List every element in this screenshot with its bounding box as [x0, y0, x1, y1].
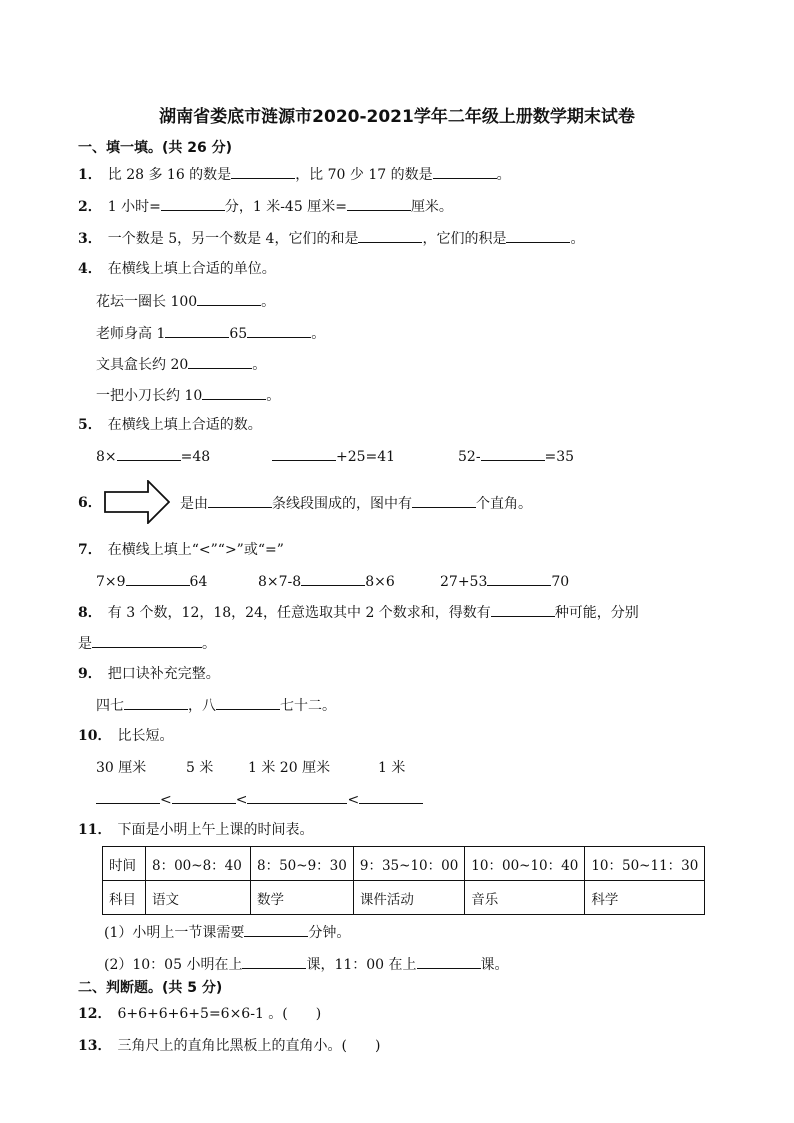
table-row — [103, 847, 705, 881]
question-10: 10． 比长短。 — [78, 728, 174, 744]
question-8-cont: 是 。 — [78, 633, 216, 654]
length-item: 30 厘米 — [96, 760, 147, 776]
answer-blank[interactable] — [412, 493, 476, 508]
answer-blank[interactable] — [347, 196, 411, 211]
table-cell: 数学 — [251, 881, 354, 915]
question-11-part-1: (1）小明上一节课需要 分钟。 — [104, 922, 350, 943]
comparison-line — [96, 789, 423, 810]
answer-blank[interactable] — [506, 228, 570, 243]
section-1-heading: 一、填一填。(共 26 分) — [78, 140, 233, 156]
question-number: 1． — [78, 167, 102, 183]
question-number: 9． — [78, 666, 102, 682]
question-number: 4． — [78, 261, 102, 277]
question-4-line-3: 文具盒长约 20 。 — [96, 354, 266, 375]
question-4-line-4: 一把小刀长约 10 。 — [96, 385, 280, 406]
answer-blank[interactable] — [247, 323, 311, 338]
table-cell: 语文 — [146, 881, 251, 915]
question-9-line: 四七 ，八 七十二。 — [96, 695, 336, 716]
answer-blank[interactable] — [433, 164, 497, 179]
answer-blank[interactable] — [92, 633, 202, 648]
less-than-sign: < — [347, 792, 360, 808]
table-cell: 8：00~8：40 — [146, 847, 251, 881]
question-number: 10． — [78, 728, 112, 744]
answer-blank[interactable] — [358, 228, 422, 243]
question-number: 8． — [78, 605, 102, 621]
question-2: 2． 1 小时= 分，1 米-45 厘米= 厘米。 — [78, 196, 453, 217]
question-number: 6． — [78, 495, 102, 511]
table-cell: 9：35~10：00 — [353, 847, 464, 881]
question-7-expr-1: 7×9 64 — [96, 571, 207, 592]
answer-blank[interactable] — [126, 571, 190, 586]
table-cell: 时间 — [103, 847, 146, 881]
question-3: 3． 一个数是 5，另一个数是 4，它们的和是 ，它们的积是 。 — [78, 228, 584, 249]
table-cell: 10：50~11：30 — [585, 847, 705, 881]
question-5: 5． 在横线上填上合适的数。 — [78, 417, 262, 433]
question-1: 1． 比 28 多 16 的数是 ，比 70 少 17 的数是 。 — [78, 164, 511, 185]
table-cell: 科目 — [103, 881, 146, 915]
table-cell: 科学 — [585, 881, 705, 915]
question-9: 9． 把口诀补充完整。 — [78, 666, 220, 682]
question-5-expr-1: 8× =48 — [96, 446, 210, 467]
question-number: 3． — [78, 231, 102, 247]
question-number: 2． — [78, 199, 102, 215]
question-7-expr-2: 8×7-8 8×6 — [258, 571, 395, 592]
length-item: 1 米 20 厘米 — [248, 760, 331, 776]
answer-blank[interactable] — [208, 493, 272, 508]
question-11-part-2: (2）10：05 小明在上 课，11：00 在上 课。 — [104, 954, 509, 975]
answer-blank[interactable] — [161, 196, 225, 211]
question-4-line-1: 花坛一圈长 100 。 — [96, 291, 275, 312]
question-number: 7． — [78, 542, 102, 558]
question-13: 13． 三角尺上的直角比黑板上的直角小。( ) — [78, 1038, 381, 1054]
answer-blank[interactable] — [165, 323, 229, 338]
question-4-line-2: 老师身高 1 65 。 — [96, 323, 325, 344]
answer-blank[interactable] — [247, 789, 347, 804]
answer-blank[interactable] — [481, 446, 545, 461]
answer-blank[interactable] — [359, 789, 423, 804]
answer-blank[interactable] — [301, 571, 365, 586]
answer-blank[interactable] — [172, 789, 236, 804]
answer-blank[interactable] — [417, 954, 481, 969]
question-number: 13． — [78, 1038, 112, 1054]
question-11: 11． 下面是小明上午上课的时间表。 — [78, 822, 314, 838]
answer-blank[interactable] — [188, 354, 252, 369]
answer-blank[interactable] — [197, 291, 261, 306]
question-5-expr-2: +25=41 — [272, 446, 395, 467]
answer-blank[interactable] — [491, 602, 555, 617]
less-than-sign: < — [235, 792, 248, 808]
question-5-expr-3: 52- =35 — [458, 446, 574, 467]
schedule-table — [102, 846, 705, 915]
answer-blank[interactable] — [272, 446, 336, 461]
question-number: 5． — [78, 417, 102, 433]
page-title: 湖南省娄底市涟源市2020-2021学年二年级上册数学期末试卷 — [159, 107, 635, 127]
table-cell: 课件活动 — [353, 881, 464, 915]
question-12: 12． 6+6+6+6+5=6×6-1 。( ) — [78, 1006, 322, 1022]
section-2-heading: 二、判断题。(共 5 分) — [78, 980, 223, 996]
question-6: 是由 条线段围成的，图中有 个直角。 — [180, 493, 532, 514]
answer-blank[interactable] — [231, 164, 295, 179]
arrow-figure — [104, 480, 170, 524]
question-7-expr-3: 27+53 70 — [440, 571, 569, 592]
question-8: 8． 有 3 个数，12，18，24，任意选取其中 2 个数求和，得数有 种可能，分别 — [78, 602, 639, 623]
less-than-sign: < — [160, 792, 172, 808]
length-item: 5 米 — [186, 760, 214, 776]
table-cell: 音乐 — [465, 881, 585, 915]
question-4: 4． 在横线上填上合适的单位。 — [78, 261, 276, 277]
answer-blank[interactable] — [487, 571, 551, 586]
answer-blank[interactable] — [202, 385, 266, 400]
table-cell: 10：00~10：40 — [465, 847, 585, 881]
answer-blank[interactable] — [244, 922, 308, 937]
question-number: 11． — [78, 822, 112, 838]
answer-blank[interactable] — [216, 695, 280, 710]
length-item: 1 米 — [378, 760, 406, 776]
question-number: 12． — [78, 1006, 112, 1022]
answer-blank[interactable] — [96, 789, 160, 804]
answer-blank[interactable] — [117, 446, 181, 461]
table-cell: 8：50~9：30 — [251, 847, 354, 881]
question-7: 7． 在横线上填上“<”“>”或“=” — [78, 542, 284, 558]
answer-blank[interactable] — [242, 954, 306, 969]
answer-blank[interactable] — [124, 695, 188, 710]
table-row — [103, 881, 705, 915]
